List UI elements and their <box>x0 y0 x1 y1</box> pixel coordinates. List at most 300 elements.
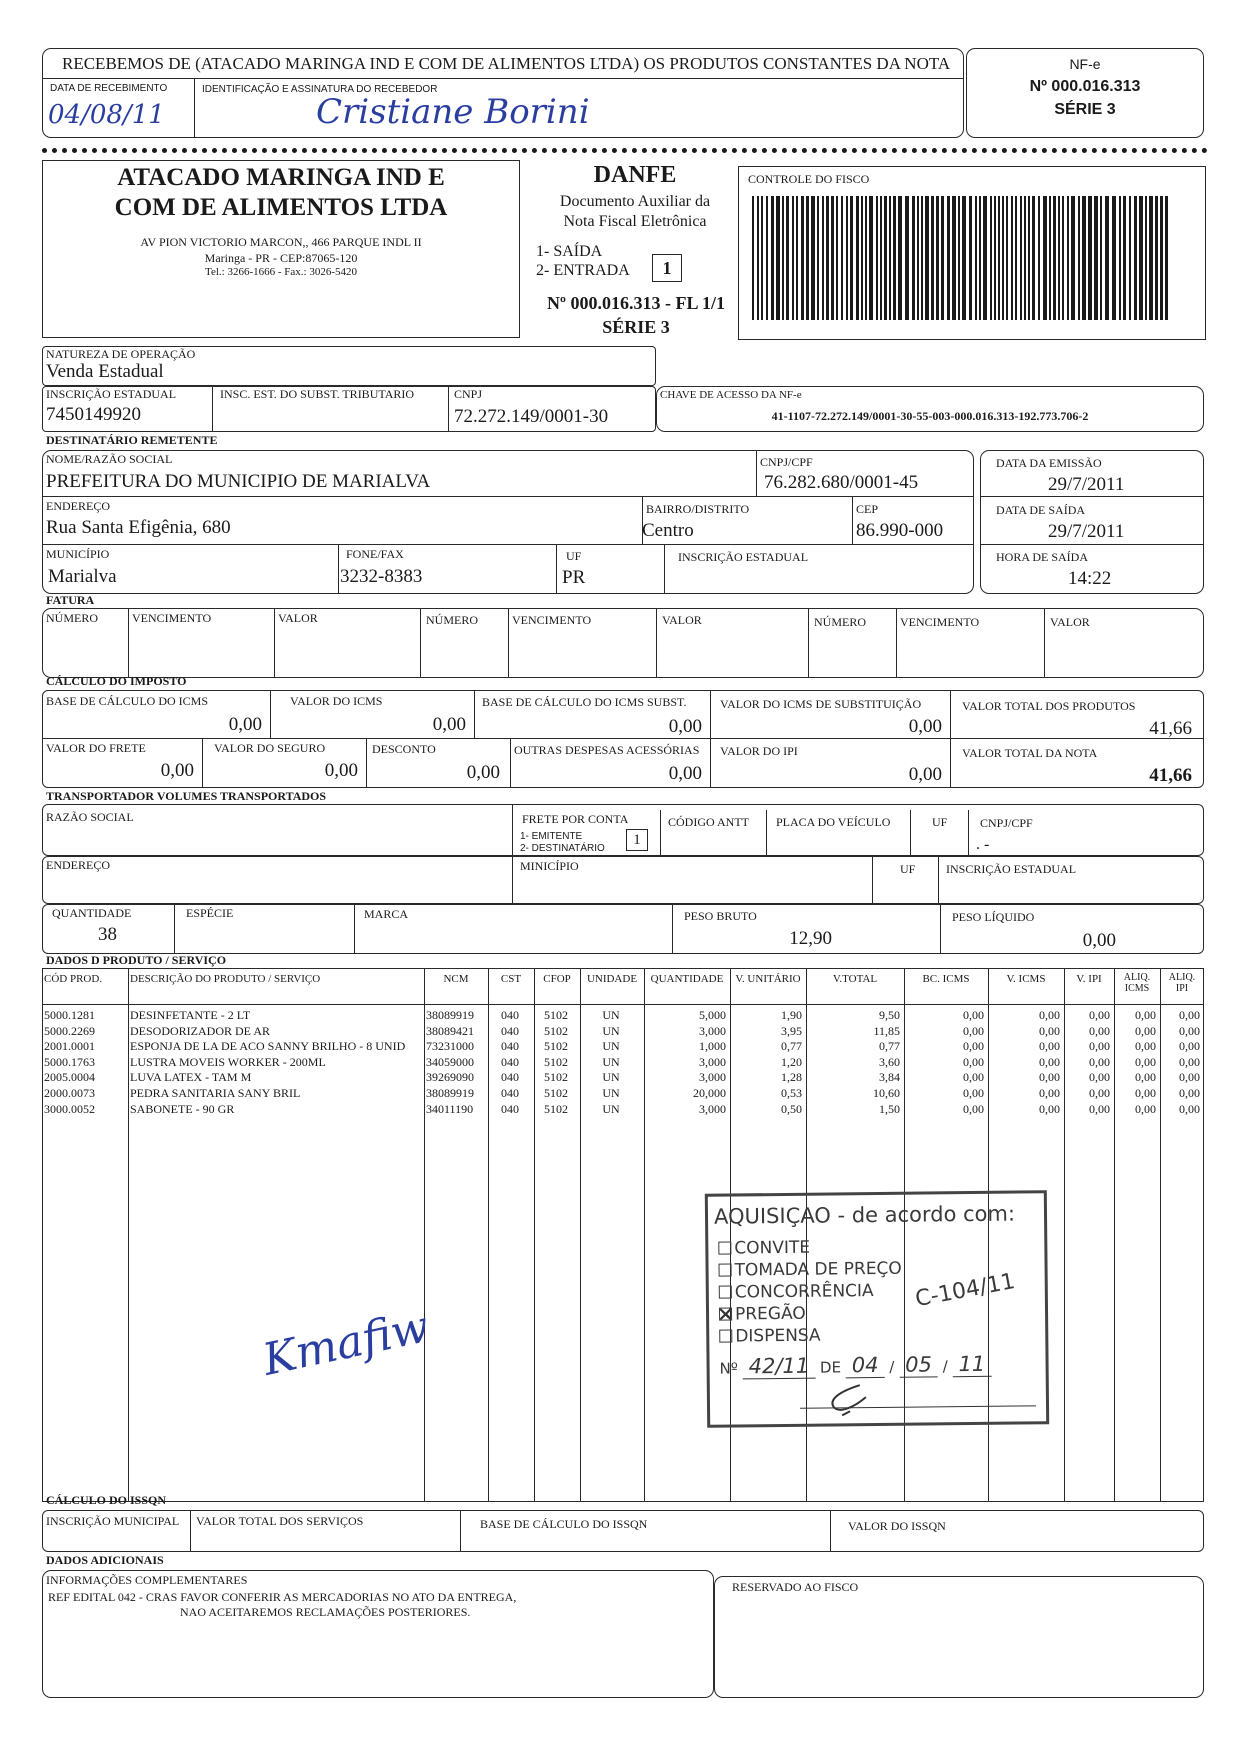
stamp-titulo: AQUISIÇAO - de acordo com: <box>713 1201 1016 1229</box>
table-cell-ncm: 34059000 <box>426 1054 474 1069</box>
assinatura-recebedor: Cristiane Borini <box>316 92 590 132</box>
table-cell-v-icms: 0,00 <box>1039 1039 1060 1054</box>
table-header: BC. ICMS <box>922 973 970 985</box>
table-column-line <box>580 968 581 1502</box>
dest-col <box>556 544 557 594</box>
table-header: QUANTIDADE <box>650 973 724 985</box>
table-cell-quantidade: 3,000 <box>699 1101 726 1116</box>
barcode-bar <box>761 196 763 320</box>
v-icms-value: 0,00 <box>432 714 466 735</box>
danfe-serie: SÉRIE 3 <box>602 317 670 337</box>
fatura-col <box>508 608 509 678</box>
barcode-bar <box>969 196 972 320</box>
transp-col <box>766 810 767 856</box>
barcode-bar <box>1049 196 1051 320</box>
table-cell-v-icms: 0,00 <box>1039 1101 1060 1116</box>
peso-bruto-value: 12,90 <box>789 928 832 949</box>
fatura-numero-3: NÚMERO <box>814 615 867 629</box>
dest-nome-label: NOME/RAZÃO SOCIAL <box>46 452 173 466</box>
emissao-label: DATA DA EMISSÃO <box>996 456 1102 470</box>
v-prod-value: 41,66 <box>1149 718 1192 739</box>
info-line-1: REF EDITAL 042 - CRAS FAVOR CONFERIR AS MERCADORIAS NO ATO DA ENTREGA, <box>48 1590 517 1604</box>
fisco-reservado-label: RESERVADO AO FISCO <box>732 1580 859 1594</box>
barcode-bar <box>865 196 867 320</box>
rubrica: Kmafiw <box>258 1301 434 1386</box>
barcode-bar <box>998 196 1000 320</box>
transp-cnpj-value: . - <box>976 836 990 853</box>
table-cell-cfop: 5102 <box>544 1070 568 1085</box>
controle-fisco-label: CONTROLE DO FISCO <box>748 172 870 186</box>
table-cell-aliq-icms: 0,00 <box>1135 1039 1156 1054</box>
barcode-bar <box>990 196 992 320</box>
dest-cnpj-label: CNPJ/CPF <box>760 455 813 469</box>
issqn-col <box>190 1510 191 1552</box>
transp-col <box>672 904 673 954</box>
fatura-col <box>128 608 129 678</box>
table-cell-v-ipi: 0,00 <box>1089 1070 1110 1085</box>
dest-cep-value: 86.990-000 <box>856 520 944 541</box>
fatura-col <box>420 608 421 678</box>
table-cell-descricoes: DESODORIZADOR DE AR <box>130 1023 271 1038</box>
identificacao-label: IDENTIFICAÇÃO E ASSINATURA DO RECEBEDOR <box>202 84 438 95</box>
barcode-bar <box>1082 196 1086 320</box>
barcode-bar <box>975 196 977 320</box>
data-recebimento-label: DATA DE RECEBIMENTO <box>50 83 168 94</box>
table-cell-descricoes: ESPONJA DE LA DE ACO SANNY BRILHO - 8 UNID <box>130 1039 406 1054</box>
barcode-bar <box>917 196 919 320</box>
barcode-bar <box>1165 196 1168 320</box>
barcode-bar <box>1062 196 1064 320</box>
transp-col <box>512 856 513 904</box>
table-cell-unidade: UN <box>602 1101 620 1116</box>
table-cell-ncm: 73231000 <box>426 1039 474 1054</box>
barcode-bar <box>841 196 843 320</box>
dest-cep-label: CEP <box>856 502 879 516</box>
ie-value: 7450149920 <box>46 404 141 425</box>
table-cell-v-total: 11,85 <box>873 1023 900 1038</box>
dest-uf-value: PR <box>562 567 586 588</box>
fatura-numero-2: NÚMERO <box>426 613 479 627</box>
transp-col <box>940 904 941 954</box>
qtd-value: 38 <box>98 924 117 945</box>
table-cell-codigos: 2000.0073 <box>44 1086 95 1100</box>
transp-ie-label: INSCRIÇÃO ESTADUAL <box>946 862 1077 876</box>
table-cell-v-icms: 0,00 <box>1039 1070 1060 1085</box>
barcode-bar <box>1024 196 1026 320</box>
issqn-section: CÁLCULO DO ISSQN <box>46 1493 167 1507</box>
frete-conta-label: FRETE POR CONTA <box>522 812 629 826</box>
table-cell-cst: 040 <box>501 1039 519 1054</box>
barcode-bar <box>1071 196 1075 320</box>
table-cell-v-icms: 0,00 <box>1039 1023 1060 1038</box>
emitente-nome-1: ATACADO MARINGA IND E <box>117 164 445 191</box>
servicos-label: VALOR TOTAL DOS SERVIÇOS <box>196 1514 364 1528</box>
stamp-op2-label: TOMADA DE PREÇO <box>734 1258 902 1281</box>
imposto-col <box>710 690 711 788</box>
danfe-titulo: DANFE <box>593 162 677 188</box>
table-column-line <box>128 968 129 1502</box>
danfe-sub1: Documento Auxiliar da <box>559 193 711 210</box>
barcode-bar <box>771 196 774 320</box>
table-cell-v-unitario: 0,53 <box>781 1086 802 1100</box>
barcode-bar <box>846 196 848 320</box>
table-cell-aliq-ipi: 0,00 <box>1179 1008 1200 1022</box>
danfe-saida: 1- SAÍDA <box>536 243 603 260</box>
frete-op2: 2- DESTINATÁRIO <box>520 843 605 854</box>
fatura-col <box>1044 608 1045 678</box>
barcode-bar <box>931 196 934 320</box>
emissao-row <box>980 496 1204 497</box>
table-cell-aliq-ipi: 0,00 <box>1179 1086 1200 1100</box>
emitente-endereco: AV PION VICTORIO MARCON,, 466 PARQUE INDL II <box>140 235 422 249</box>
stamp-de: DE <box>819 1358 842 1377</box>
table-cell-bc-icms: 0,00 <box>963 1101 984 1116</box>
transp-col <box>354 904 355 954</box>
table-cell-descricoes: LUSTRA MOVEIS WORKER - 200ML <box>130 1054 326 1069</box>
table-cell-bc-icms: 0,00 <box>963 1086 984 1100</box>
barcode-bar <box>1145 196 1147 320</box>
barcode-bar <box>876 196 878 320</box>
emitente-cidade: Maringa - PR - CEP:87065-120 <box>204 251 358 265</box>
dest-municipio-label: MUNICÍPIO <box>46 547 110 561</box>
data-recebimento-value: 04/08/11 <box>48 100 165 130</box>
table-cell-cfop: 5102 <box>544 1101 568 1116</box>
barcode-bar <box>850 196 853 320</box>
bc-icms-label: BASE DE CÁLCULO DO ICMS <box>46 694 209 708</box>
table-cell-v-unitario: 0,50 <box>781 1101 802 1116</box>
stamp-numero-prefix: Nº <box>719 1359 739 1378</box>
barcode-bar <box>1139 196 1143 320</box>
produtos-header-line <box>42 1004 1204 1005</box>
ie-label: INSCRIÇÃO ESTADUAL <box>46 387 177 401</box>
stamp-op4-label: PREGÃO <box>734 1303 806 1325</box>
seguro-value: 0,00 <box>324 760 358 781</box>
fatura-col <box>274 608 275 678</box>
fatura-numero-1: NÚMERO <box>46 611 99 625</box>
dest-col <box>852 496 853 544</box>
table-cell-v-icms: 0,00 <box>1039 1008 1060 1022</box>
nfe-label: NF-e <box>1069 56 1101 72</box>
barcode-bar <box>1119 196 1121 320</box>
canhoto-col <box>194 78 195 138</box>
saida-label: DATA DE SAÍDA <box>996 503 1086 517</box>
barcode-bar <box>1105 196 1109 320</box>
table-cell-v-ipi: 0,00 <box>1089 1101 1110 1116</box>
peso-bruto-label: PESO BRUTO <box>684 909 757 923</box>
barcode-bar <box>1002 196 1004 320</box>
imposto-col <box>474 690 475 738</box>
barcode-bar <box>856 196 859 320</box>
checked-checkbox-icon <box>719 1308 732 1321</box>
barcode-bar <box>831 196 834 320</box>
imposto-col <box>270 690 271 738</box>
v-nota-label: VALOR TOTAL DA NOTA <box>962 746 1098 760</box>
table-cell-cfop: 5102 <box>544 1008 568 1022</box>
barcode-bar <box>979 196 981 320</box>
barcode-bar <box>1067 196 1069 320</box>
stamp-ano: 11 <box>952 1352 991 1377</box>
dest-row <box>42 544 974 545</box>
table-cell-codigos: 3000.0052 <box>44 1101 95 1116</box>
table-cell-ncm: 38089919 <box>426 1086 474 1100</box>
barcode-bar <box>786 196 789 320</box>
barcode-bar <box>782 196 784 320</box>
frete-label: VALOR DO FRETE <box>46 741 146 755</box>
frete-value: 1 <box>633 832 641 848</box>
dest-municipio-value: Marialva <box>48 566 117 587</box>
table-cell-v-total: 9,50 <box>879 1008 900 1022</box>
checkbox-icon <box>719 1264 732 1277</box>
dest-row <box>42 496 974 497</box>
table-cell-bc-icms: 0,00 <box>963 1054 984 1069</box>
fatura-box <box>42 608 1204 678</box>
razao-label: RAZÃO SOCIAL <box>46 810 134 824</box>
stamp-op3 <box>719 1281 874 1303</box>
table-header: CST <box>500 973 522 985</box>
barcode-bar <box>796 196 798 320</box>
im-label: INSCRIÇÃO MUNICIPAL <box>46 1514 180 1528</box>
table-cell-cfop: 5102 <box>544 1023 568 1038</box>
table-header: NCM <box>443 973 469 985</box>
danfe-sub2: Nota Fiscal Eletrônica <box>563 213 707 230</box>
qtd-label: QUANTIDADE <box>52 906 132 920</box>
issqn-col <box>460 1510 461 1552</box>
chave-value: 41-1107-72.272.149/0001-30-55-003-000.016.313-192.773.706-2 <box>771 409 1089 423</box>
marca-label: MARCA <box>364 907 409 921</box>
barcode-bar <box>905 196 909 320</box>
especie-label: ESPÉCIE <box>186 906 234 920</box>
danfe-entrada: 2- ENTRADA <box>536 262 630 279</box>
table-cell-quantidade: 5,000 <box>699 1008 726 1022</box>
barcode-bar <box>1149 196 1153 320</box>
stamp-anotacao: C-104/11 <box>913 1269 1017 1313</box>
table-cell-aliq-ipi: 0,00 <box>1179 1054 1200 1069</box>
barcode-bar <box>1028 196 1030 320</box>
barcode-bar <box>1006 196 1008 320</box>
table-cell-aliq-icms: 0,00 <box>1135 1008 1156 1022</box>
dest-col <box>756 450 757 496</box>
hora-label: HORA DE SAÍDA <box>996 550 1089 564</box>
stamp-numero-line <box>719 1352 991 1379</box>
aquisicao-stamp <box>705 1190 1049 1428</box>
fatura-vencimento-2: VENCIMENTO <box>512 613 592 627</box>
table-cell-v-ipi: 0,00 <box>1089 1054 1110 1069</box>
stamp-op1 <box>718 1238 810 1259</box>
table-cell-cfop: 5102 <box>544 1039 568 1054</box>
imposto-col <box>950 690 951 788</box>
stamp-op4 <box>719 1304 806 1325</box>
table-column-line <box>488 968 489 1502</box>
table-cell-v-ipi: 0,00 <box>1089 1039 1110 1054</box>
table-cell-descricoes: DESINFETANTE - 2 LT <box>130 1008 251 1022</box>
nfe-numero: Nº 000.016.313 <box>1029 78 1141 95</box>
table-cell-quantidade: 3,000 <box>699 1054 726 1069</box>
frete-value: 0,00 <box>160 760 194 781</box>
fatura-valor-1: VALOR <box>278 611 318 625</box>
barcode-bar <box>1043 196 1047 320</box>
stamp-op5 <box>719 1326 821 1347</box>
emitente-telefone: Tel.: 3266-1666 - Fax.: 3026-5420 <box>205 266 357 278</box>
barcode-bar <box>861 196 863 320</box>
barcode-bar <box>776 196 780 320</box>
table-column-line <box>1160 968 1161 1502</box>
table-column-line <box>424 968 425 1502</box>
table-cell-v-unitario: 0,77 <box>781 1039 802 1054</box>
v-nota-value: 41,66 <box>1149 765 1192 786</box>
ie-st-label: INSC. EST. DO SUBST. TRIBUTARIO <box>220 387 415 401</box>
peso-liq-value: 0,00 <box>1082 930 1116 951</box>
barcode-bar <box>1011 196 1013 320</box>
table-header: V. ICMS <box>1006 973 1046 985</box>
table-cell-descricoes: PEDRA SANITARIA SANY BRIL <box>130 1086 301 1100</box>
barcode-bar <box>806 196 809 320</box>
table-cell-aliq-icms: 0,00 <box>1135 1101 1156 1116</box>
table-cell-v-ipi: 0,00 <box>1089 1008 1110 1022</box>
barcode-bar <box>884 196 887 320</box>
v-issqn-label: VALOR DO ISSQN <box>848 1519 946 1533</box>
outras-value: 0,00 <box>668 763 702 784</box>
recebemos-text: RECEBEMOS DE (ATACADO MARINGA IND E COM DE ALIMENTOS LTDA) OS PRODUTOS CONSTANTES DA NOTA <box>62 54 951 73</box>
table-cell-codigos: 5000.2269 <box>44 1023 95 1038</box>
table-header: ALIQ. ICMS <box>1123 972 1151 994</box>
table-cell-quantidade: 3,000 <box>699 1070 726 1085</box>
barcode-bar <box>1032 196 1035 320</box>
barcode-bar <box>1015 196 1017 320</box>
barcode-bar <box>811 196 815 320</box>
table-cell-unidade: UN <box>602 1023 620 1038</box>
barcode-bar <box>941 196 944 320</box>
imposto-col <box>510 738 511 788</box>
emissao-value: 29/7/2011 <box>1048 474 1125 495</box>
table-cell-quantidade: 3,000 <box>699 1023 726 1038</box>
ipi-value: 0,00 <box>908 764 942 785</box>
placa-label: PLACA DO VEÍCULO <box>776 815 891 829</box>
barcode-bar <box>1155 196 1158 320</box>
cut-line <box>42 148 1208 153</box>
table-cell-v-ipi: 0,00 <box>1089 1023 1110 1038</box>
stamp-numero: 42/11 <box>743 1354 816 1380</box>
table-header: V.TOTAL <box>832 973 878 985</box>
dest-uf-label: UF <box>566 549 582 563</box>
fatura-col <box>656 608 657 678</box>
hora-value: 14:22 <box>1068 568 1112 589</box>
barcode-bar <box>822 196 824 320</box>
transp-municipio-label: MINICÍPIO <box>520 859 579 873</box>
table-header: DESCRIÇÃO DO PRODUTO / SERVIÇO <box>130 973 321 985</box>
table-cell-unidade: UN <box>602 1070 620 1085</box>
dest-bairro-label: BAIRRO/DISTRITO <box>646 502 750 516</box>
table-cell-unidade: UN <box>602 1008 620 1022</box>
barcode-bar <box>1088 196 1092 320</box>
natureza-value: Venda Estadual <box>46 361 164 382</box>
frete-op1: 1- EMITENTE <box>520 831 583 842</box>
dest-cnpj-value: 76.282.680/0001-45 <box>764 472 919 493</box>
table-cell-v-total: 3,60 <box>879 1054 900 1069</box>
table-cell-v-unitario: 1,20 <box>781 1054 802 1069</box>
bc-issqn-label: BASE DE CÁLCULO DO ISSQN <box>480 1517 648 1531</box>
transp-col <box>872 856 873 904</box>
table-cell-unidade: UN <box>602 1054 620 1069</box>
danfe-numero: Nº 000.016.313 - FL 1/1 <box>547 293 725 313</box>
table-cell-v-ipi: 0,00 <box>1089 1086 1110 1100</box>
table-cell-unidade: UN <box>602 1086 620 1100</box>
dest-bairro-value: Centro <box>642 520 694 541</box>
barcode-bar <box>792 196 794 320</box>
danfe-tipo: 1 <box>662 258 672 278</box>
table-cell-v-unitario: 1,28 <box>781 1070 802 1085</box>
nfe-serie: SÉRIE 3 <box>1054 101 1116 118</box>
barcode-bar <box>962 196 966 320</box>
bc-st-value: 0,00 <box>668 716 702 737</box>
table-cell-cst: 040 <box>501 1086 519 1100</box>
table-cell-cst: 040 <box>501 1023 519 1038</box>
table-cell-ncm: 38089421 <box>426 1023 474 1038</box>
table-cell-bc-icms: 0,00 <box>963 1039 984 1054</box>
transportador-section: TRANSPORTADOR VOLUMES TRANSPORTADOS <box>46 789 327 803</box>
dest-endereco-label: ENDEREÇO <box>46 499 110 513</box>
transp-col <box>660 810 661 856</box>
table-cell-v-unitario: 3,95 <box>781 1023 802 1038</box>
barcode-bar <box>1038 196 1040 320</box>
table-cell-cfop: 5102 <box>544 1086 568 1100</box>
transp-col <box>512 804 513 856</box>
table-cell-codigos: 5000.1281 <box>44 1008 95 1022</box>
dest-nome-value: PREFEITURA DO MUNICIPIO DE MARIALVA <box>46 471 431 492</box>
table-cell-v-unitario: 1,90 <box>781 1008 802 1022</box>
fatura-vencimento-1: VENCIMENTO <box>132 611 212 625</box>
table-cell-unidade: UN <box>602 1039 620 1054</box>
transp-cnpj-label: CNPJ/CPF <box>980 816 1033 830</box>
table-cell-aliq-icms: 0,00 <box>1135 1023 1156 1038</box>
table-cell-v-total: 0,77 <box>879 1039 900 1054</box>
barcode-bar <box>1134 196 1137 320</box>
v-st-value: 0,00 <box>908 716 942 737</box>
table-cell-codigos: 2005.0004 <box>44 1070 95 1085</box>
table-cell-descricoes: SABONETE - 90 GR <box>130 1101 235 1116</box>
dest-ie-label: INSCRIÇÃO ESTADUAL <box>678 550 809 564</box>
table-cell-cst: 040 <box>501 1101 519 1116</box>
fatura-section: FATURA <box>46 593 95 607</box>
table-cell-v-total: 10,60 <box>873 1086 900 1100</box>
fatura-valor-2: VALOR <box>662 613 702 627</box>
transp-col <box>910 810 911 856</box>
barcode-bar <box>893 196 896 320</box>
table-cell-v-icms: 0,00 <box>1039 1054 1060 1069</box>
ie-col <box>448 386 449 432</box>
table-header: V. UNITÁRIO <box>735 973 801 985</box>
dest-endereco-value: Rua Santa Efigênia, 680 <box>46 517 231 538</box>
desconto-label: DESCONTO <box>372 742 436 756</box>
ipi-label: VALOR DO IPI <box>720 744 798 758</box>
canhoto-divider <box>42 78 964 79</box>
antt-label: CÓDIGO ANTT <box>668 815 749 829</box>
info-line-2: NAO ACEITAREMOS RECLAMAÇÕES POSTERIORES. <box>180 1605 471 1619</box>
barcode-bar <box>936 196 939 320</box>
barcode-bar <box>898 196 902 320</box>
table-cell-ncm: 34011190 <box>426 1101 474 1116</box>
barcode-bar <box>947 196 950 320</box>
stamp-op3-label: CONCORRÊNCIA <box>734 1281 874 1303</box>
barcode-bar <box>921 196 923 320</box>
table-cell-cst: 040 <box>501 1008 519 1022</box>
barcode-bar <box>958 196 960 320</box>
barcode-bar <box>912 196 915 320</box>
v-icms-label: VALOR DO ICMS <box>290 694 383 708</box>
barcode-bar <box>826 196 829 320</box>
destinatario-section: DESTINATÁRIO REMETENTE <box>46 433 218 447</box>
barcode-bar <box>1058 196 1060 320</box>
table-cell-ncm: 38089919 <box>426 1008 474 1022</box>
